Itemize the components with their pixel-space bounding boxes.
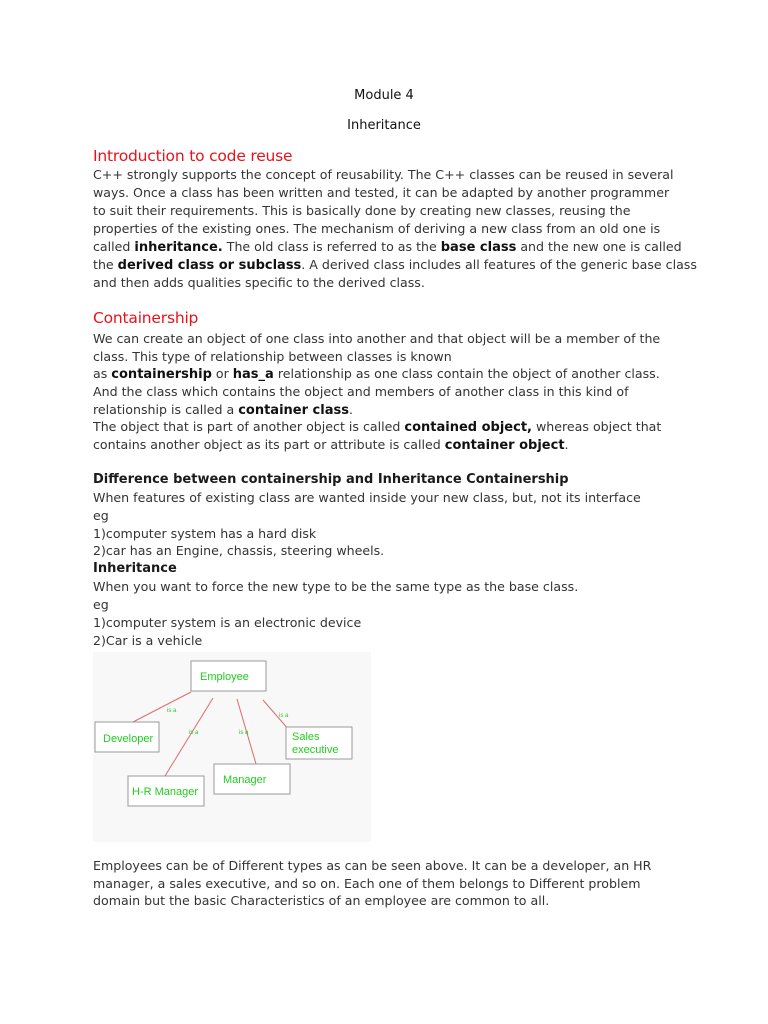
sales-label-1: Sales	[292, 731, 320, 743]
employee-label: Employee	[200, 671, 249, 683]
intro-line-5	[93, 238, 682, 257]
text-span: relationship as one class contain the object of another class.	[273, 366, 660, 381]
intro-line-4: properties of the existing ones. The mechanism of deriving a new class from an old one is	[93, 221, 661, 236]
intro-heading: Introduction to code reuse	[93, 147, 293, 165]
term-inheritance: inheritance.	[134, 240, 223, 255]
text-span: The old class is referred to as the	[222, 239, 441, 254]
inheritance-subheading: Inheritance	[93, 561, 177, 576]
sales-label-2: executive	[292, 744, 339, 756]
text-span: the	[93, 257, 118, 272]
cont-line-5	[93, 401, 353, 420]
diff-line-1: When features of existing class are wanted inside your new class, but, not its interface	[93, 490, 641, 505]
text-span: as	[93, 366, 112, 381]
cont-line-7	[93, 436, 569, 455]
text-span: The object that is part of another object is called	[93, 419, 405, 434]
cont-line-2: class. This type of relationship between classes is known	[93, 349, 452, 364]
closing-line-3: domain but the basic Characteristics of an employee are common to all.	[93, 893, 550, 908]
cont-line-4: And the class which contains the object and members of another class in this kind of	[93, 384, 629, 399]
arrow-label: is a	[167, 708, 177, 714]
cont-line-1: We can create an object of one class into another and that object will be a member of the	[93, 331, 661, 346]
intro-line-7: and then adds qualities specific to the derived class.	[93, 275, 425, 290]
text-span: whereas object that	[531, 419, 662, 434]
text-span: relationship is called a	[93, 402, 239, 417]
hr-manager-label: H-R Manager	[132, 786, 199, 798]
intro-line-1: C++ strongly supports the concept of reusability. The C++ classes can be reused in several	[93, 167, 674, 182]
difference-heading: Difference between containership and Inheritance Containership	[93, 472, 569, 487]
diff-line-7: 1)computer system is an electronic device	[93, 615, 362, 630]
diff-line-2: eg	[93, 508, 109, 523]
term-container-object: container object	[444, 438, 565, 453]
line-employee-developer	[133, 692, 191, 722]
diff-line-5: When you want to force the new type to be the same type as the base class.	[93, 579, 579, 594]
closing-line-1: Employees can be of Different types as can be seen above. It can be a developer, an HR	[93, 858, 652, 873]
cont-line-3	[93, 365, 660, 384]
text-span: contains another object as its part or attribute is called	[93, 437, 445, 452]
diff-line-3: 1)computer system has a hard disk	[93, 526, 317, 541]
arrow-label: is a	[189, 730, 199, 736]
intro-line-6	[93, 256, 697, 275]
term-contained-object: contained object,	[404, 420, 532, 435]
text-span: . A derived class includes all features of the generic base class	[301, 257, 697, 272]
text-span: and the new one is called	[516, 239, 682, 254]
closing-line-2: manager, a sales executive, and so on. Each one of them belongs to Different problem	[93, 876, 641, 891]
term-container-class: container class	[238, 403, 349, 418]
topic-title: Inheritance	[347, 118, 421, 133]
diff-line-8: 2)Car is a vehicle	[93, 633, 203, 648]
text-span: .	[348, 402, 353, 417]
arrow-label: is a	[239, 730, 249, 736]
term-has-a: has_a	[232, 367, 274, 382]
inheritance-diagram	[93, 652, 371, 842]
term-containership: containership	[111, 367, 212, 382]
intro-line-2: ways. Once a class has been written and tested, it can be adapted by another programmer	[93, 185, 670, 200]
term-derived-class: derived class or subclass	[117, 258, 302, 273]
diff-line-6: eg	[93, 597, 109, 612]
intro-line-3: to suit their requirements. This is basically done by creating new classes, reusing the	[93, 203, 631, 218]
developer-label: Developer	[103, 733, 154, 745]
diff-line-4: 2)car has an Engine, chassis, steering wheels.	[93, 543, 385, 558]
text-span: .	[564, 437, 569, 452]
text-span: called	[93, 239, 135, 254]
diagram-svg	[93, 652, 371, 842]
module-title: Module 4	[354, 88, 414, 103]
term-base-class: base class	[440, 240, 517, 255]
cont-line-6	[93, 418, 661, 437]
containership-heading: Containership	[93, 309, 199, 327]
manager-label: Manager	[223, 774, 267, 786]
arrow-label: is a	[279, 713, 289, 719]
text-span: or	[211, 366, 233, 381]
